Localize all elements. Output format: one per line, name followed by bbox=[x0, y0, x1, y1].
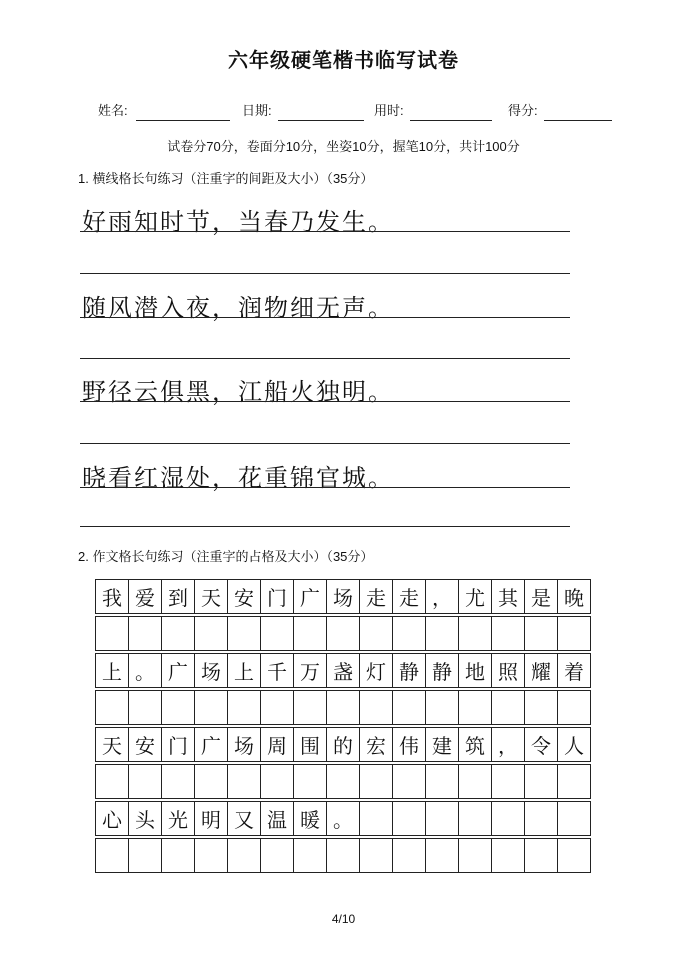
grid-practice-cell[interactable] bbox=[195, 839, 228, 872]
grid-model-row bbox=[95, 653, 591, 688]
grid-model-cell bbox=[426, 802, 459, 835]
grid-model-cell: 场 bbox=[228, 728, 261, 761]
section1-title: 1. 横线格长句练习（注重字的间距及大小）（35分） bbox=[78, 171, 374, 186]
grid-practice-cell[interactable] bbox=[360, 691, 393, 724]
date-field[interactable] bbox=[242, 100, 272, 119]
grid-practice-cell[interactable] bbox=[360, 839, 393, 872]
model-sentence-4: 晓看红湿处，花重锦官城。 bbox=[82, 464, 394, 492]
grid-model-cell: ， bbox=[492, 728, 525, 761]
writing-line-1[interactable] bbox=[80, 273, 570, 274]
grid-model-cell: 地 bbox=[459, 654, 492, 687]
grid-practice-cell[interactable] bbox=[492, 765, 525, 798]
grid-practice-cell[interactable] bbox=[162, 691, 195, 724]
writing-line-2[interactable] bbox=[80, 358, 570, 359]
grid-model-cell: 。 bbox=[129, 654, 162, 687]
grid-practice-cell[interactable] bbox=[360, 617, 393, 650]
grid-model-cell bbox=[558, 802, 591, 835]
grid-model-cell: 安 bbox=[228, 580, 261, 613]
grid-practice-cell[interactable] bbox=[426, 765, 459, 798]
grid-practice-cell[interactable] bbox=[492, 839, 525, 872]
grid-model-cell: 温 bbox=[261, 802, 294, 835]
grid-practice-cell[interactable] bbox=[228, 617, 261, 650]
grid-model-cell: 明 bbox=[195, 802, 228, 835]
grid-practice-cell[interactable] bbox=[426, 839, 459, 872]
grid-practice-cell[interactable] bbox=[459, 839, 492, 872]
grid-model-row bbox=[95, 727, 591, 762]
grid-practice-cell[interactable] bbox=[393, 691, 426, 724]
grid-practice-cell[interactable] bbox=[525, 617, 558, 650]
grid-model-row bbox=[95, 801, 591, 836]
grid-practice-cell[interactable] bbox=[327, 765, 360, 798]
grid-model-cell: 又 bbox=[228, 802, 261, 835]
grid-model-cell: 的 bbox=[327, 728, 360, 761]
grid-model-cell: 爱 bbox=[129, 580, 162, 613]
grid-model-row bbox=[95, 579, 591, 614]
grid-practice-cell[interactable] bbox=[261, 617, 294, 650]
grid-practice-cell[interactable] bbox=[228, 691, 261, 724]
grid-practice-cell[interactable] bbox=[393, 765, 426, 798]
grid-model-cell bbox=[393, 802, 426, 835]
grid-model-cell: 千 bbox=[261, 654, 294, 687]
grid-model-cell: 走 bbox=[360, 580, 393, 613]
name-label: 姓名: bbox=[98, 103, 128, 118]
grid-model-cell: 筑 bbox=[459, 728, 492, 761]
grid-model-cell: 静 bbox=[393, 654, 426, 687]
grid-practice-row bbox=[95, 690, 591, 725]
grid-model-cell: ， bbox=[426, 580, 459, 613]
grid-practice-cell[interactable] bbox=[525, 691, 558, 724]
model-line-4 bbox=[80, 487, 570, 488]
grid-model-cell: 上 bbox=[228, 654, 261, 687]
grid-model-cell bbox=[459, 802, 492, 835]
grid-model-cell: 天 bbox=[96, 728, 129, 761]
grid-practice-cell[interactable] bbox=[162, 839, 195, 872]
grid-practice-cell[interactable] bbox=[96, 617, 129, 650]
grid-model-cell: 围 bbox=[294, 728, 327, 761]
grid-model-cell: 照 bbox=[492, 654, 525, 687]
grid-practice-cell[interactable] bbox=[129, 617, 162, 650]
grid-model-cell: 着 bbox=[558, 654, 591, 687]
time-label: 用时: bbox=[374, 103, 404, 118]
grid-practice-cell[interactable] bbox=[162, 765, 195, 798]
grid-practice-cell[interactable] bbox=[294, 691, 327, 724]
grid-model-cell: 头 bbox=[129, 802, 162, 835]
score-label: 得分: bbox=[508, 103, 538, 118]
grid-practice-cell[interactable] bbox=[261, 691, 294, 724]
name-blank-line[interactable] bbox=[136, 120, 230, 121]
grid-model-cell: 场 bbox=[195, 654, 228, 687]
grid-model-cell: 走 bbox=[393, 580, 426, 613]
grid-model-cell: 晚 bbox=[558, 580, 591, 613]
grid-practice-cell[interactable] bbox=[228, 765, 261, 798]
writing-line-3[interactable] bbox=[80, 443, 570, 444]
grid-practice-cell[interactable] bbox=[492, 617, 525, 650]
grid-practice-cell[interactable] bbox=[459, 691, 492, 724]
grid-model-cell: 伟 bbox=[393, 728, 426, 761]
grid-model-cell bbox=[492, 802, 525, 835]
grid-model-cell: 万 bbox=[294, 654, 327, 687]
grid-model-cell: 建 bbox=[426, 728, 459, 761]
grid-practice-cell[interactable] bbox=[294, 617, 327, 650]
grid-model-cell: 盏 bbox=[327, 654, 360, 687]
grid-model-cell: 门 bbox=[261, 580, 294, 613]
grid-model-cell: 到 bbox=[162, 580, 195, 613]
grid-practice-cell[interactable] bbox=[327, 617, 360, 650]
writing-line-4[interactable] bbox=[80, 526, 570, 527]
grid-practice-row bbox=[95, 764, 591, 799]
score-blank-line[interactable] bbox=[544, 120, 612, 121]
grid-model-cell: 安 bbox=[129, 728, 162, 761]
grid-model-cell: 是 bbox=[525, 580, 558, 613]
grid-model-cell: 广 bbox=[294, 580, 327, 613]
grid-practice-cell[interactable] bbox=[525, 839, 558, 872]
time-field[interactable] bbox=[374, 100, 404, 119]
grid-practice-cell[interactable] bbox=[294, 765, 327, 798]
student-info-row bbox=[98, 100, 618, 122]
grid-practice-cell[interactable] bbox=[261, 765, 294, 798]
grid-practice-cell[interactable] bbox=[393, 617, 426, 650]
grid-model-cell: 宏 bbox=[360, 728, 393, 761]
grid-model-cell: 耀 bbox=[525, 654, 558, 687]
model-line-2 bbox=[80, 317, 570, 318]
model-line-1 bbox=[80, 231, 570, 232]
grid-practice-cell[interactable] bbox=[96, 765, 129, 798]
grid-model-cell: 令 bbox=[525, 728, 558, 761]
grid-practice-cell[interactable] bbox=[558, 691, 591, 724]
grid-practice-cell[interactable] bbox=[426, 691, 459, 724]
grid-practice-cell[interactable] bbox=[96, 839, 129, 872]
grid-model-cell: 场 bbox=[327, 580, 360, 613]
page-number: 4/10 bbox=[331, 912, 356, 926]
grid-practice-cell[interactable] bbox=[162, 617, 195, 650]
grid-model-cell: 周 bbox=[261, 728, 294, 761]
date-label: 日期: bbox=[242, 103, 272, 118]
grid-practice-cell[interactable] bbox=[195, 617, 228, 650]
grid-model-cell: 我 bbox=[96, 580, 129, 613]
grid-practice-cell[interactable] bbox=[327, 691, 360, 724]
grid-practice-cell[interactable] bbox=[228, 839, 261, 872]
grid-model-cell: 灯 bbox=[360, 654, 393, 687]
model-line-3 bbox=[80, 401, 570, 402]
grid-model-cell: 。 bbox=[327, 802, 360, 835]
page-title: 六年级硬笔楷书临写试卷 bbox=[228, 50, 459, 72]
grid-practice-cell[interactable] bbox=[459, 765, 492, 798]
grid-practice-cell[interactable] bbox=[129, 839, 162, 872]
grid-practice-cell[interactable] bbox=[294, 839, 327, 872]
grid-practice-cell[interactable] bbox=[96, 691, 129, 724]
grid-model-cell: 尤 bbox=[459, 580, 492, 613]
date-blank-line[interactable] bbox=[278, 120, 364, 121]
grid-practice-row bbox=[95, 616, 591, 651]
model-sentence-1: 好雨知时节，当春乃发生。 bbox=[82, 208, 394, 236]
grid-model-cell bbox=[360, 802, 393, 835]
grid-model-cell: 静 bbox=[426, 654, 459, 687]
grid-model-cell: 上 bbox=[96, 654, 129, 687]
grid-practice-cell[interactable] bbox=[261, 839, 294, 872]
grid-practice-cell[interactable] bbox=[393, 839, 426, 872]
grid-practice-cell[interactable] bbox=[195, 765, 228, 798]
grid-model-cell: 心 bbox=[96, 802, 129, 835]
score-breakdown-note: 试卷分70分，卷面分10分，坐姿10分，握笔10分，共计100分 bbox=[167, 139, 520, 154]
grid-model-cell: 其 bbox=[492, 580, 525, 613]
grid-practice-cell[interactable] bbox=[558, 765, 591, 798]
model-sentence-3: 野径云俱黑，江船火独明。 bbox=[82, 378, 394, 406]
grid-model-cell: 暖 bbox=[294, 802, 327, 835]
grid-practice-cell[interactable] bbox=[195, 691, 228, 724]
score-field[interactable] bbox=[508, 100, 538, 119]
section2-title: 2. 作文格长句练习（注重字的占格及大小）（35分） bbox=[78, 549, 374, 564]
grid-model-cell: 光 bbox=[162, 802, 195, 835]
grid-model-cell: 人 bbox=[558, 728, 591, 761]
grid-practice-cell[interactable] bbox=[558, 617, 591, 650]
model-sentence-2: 随风潜入夜，润物细无声。 bbox=[82, 294, 394, 322]
grid-practice-cell[interactable] bbox=[558, 839, 591, 872]
grid-model-cell: 天 bbox=[195, 580, 228, 613]
grid-practice-cell[interactable] bbox=[525, 765, 558, 798]
grid-model-cell: 广 bbox=[162, 654, 195, 687]
grid-model-cell: 门 bbox=[162, 728, 195, 761]
grid-practice-cell[interactable] bbox=[360, 765, 393, 798]
grid-practice-cell[interactable] bbox=[459, 617, 492, 650]
grid-model-cell bbox=[525, 802, 558, 835]
grid-practice-cell[interactable] bbox=[129, 691, 162, 724]
grid-practice-row bbox=[95, 838, 591, 873]
time-blank-line[interactable] bbox=[410, 120, 492, 121]
name-field[interactable] bbox=[98, 100, 128, 119]
grid-practice-cell[interactable] bbox=[129, 765, 162, 798]
grid-practice-cell[interactable] bbox=[492, 691, 525, 724]
grid-practice-cell[interactable] bbox=[426, 617, 459, 650]
grid-model-cell: 广 bbox=[195, 728, 228, 761]
grid-practice-cell[interactable] bbox=[327, 839, 360, 872]
